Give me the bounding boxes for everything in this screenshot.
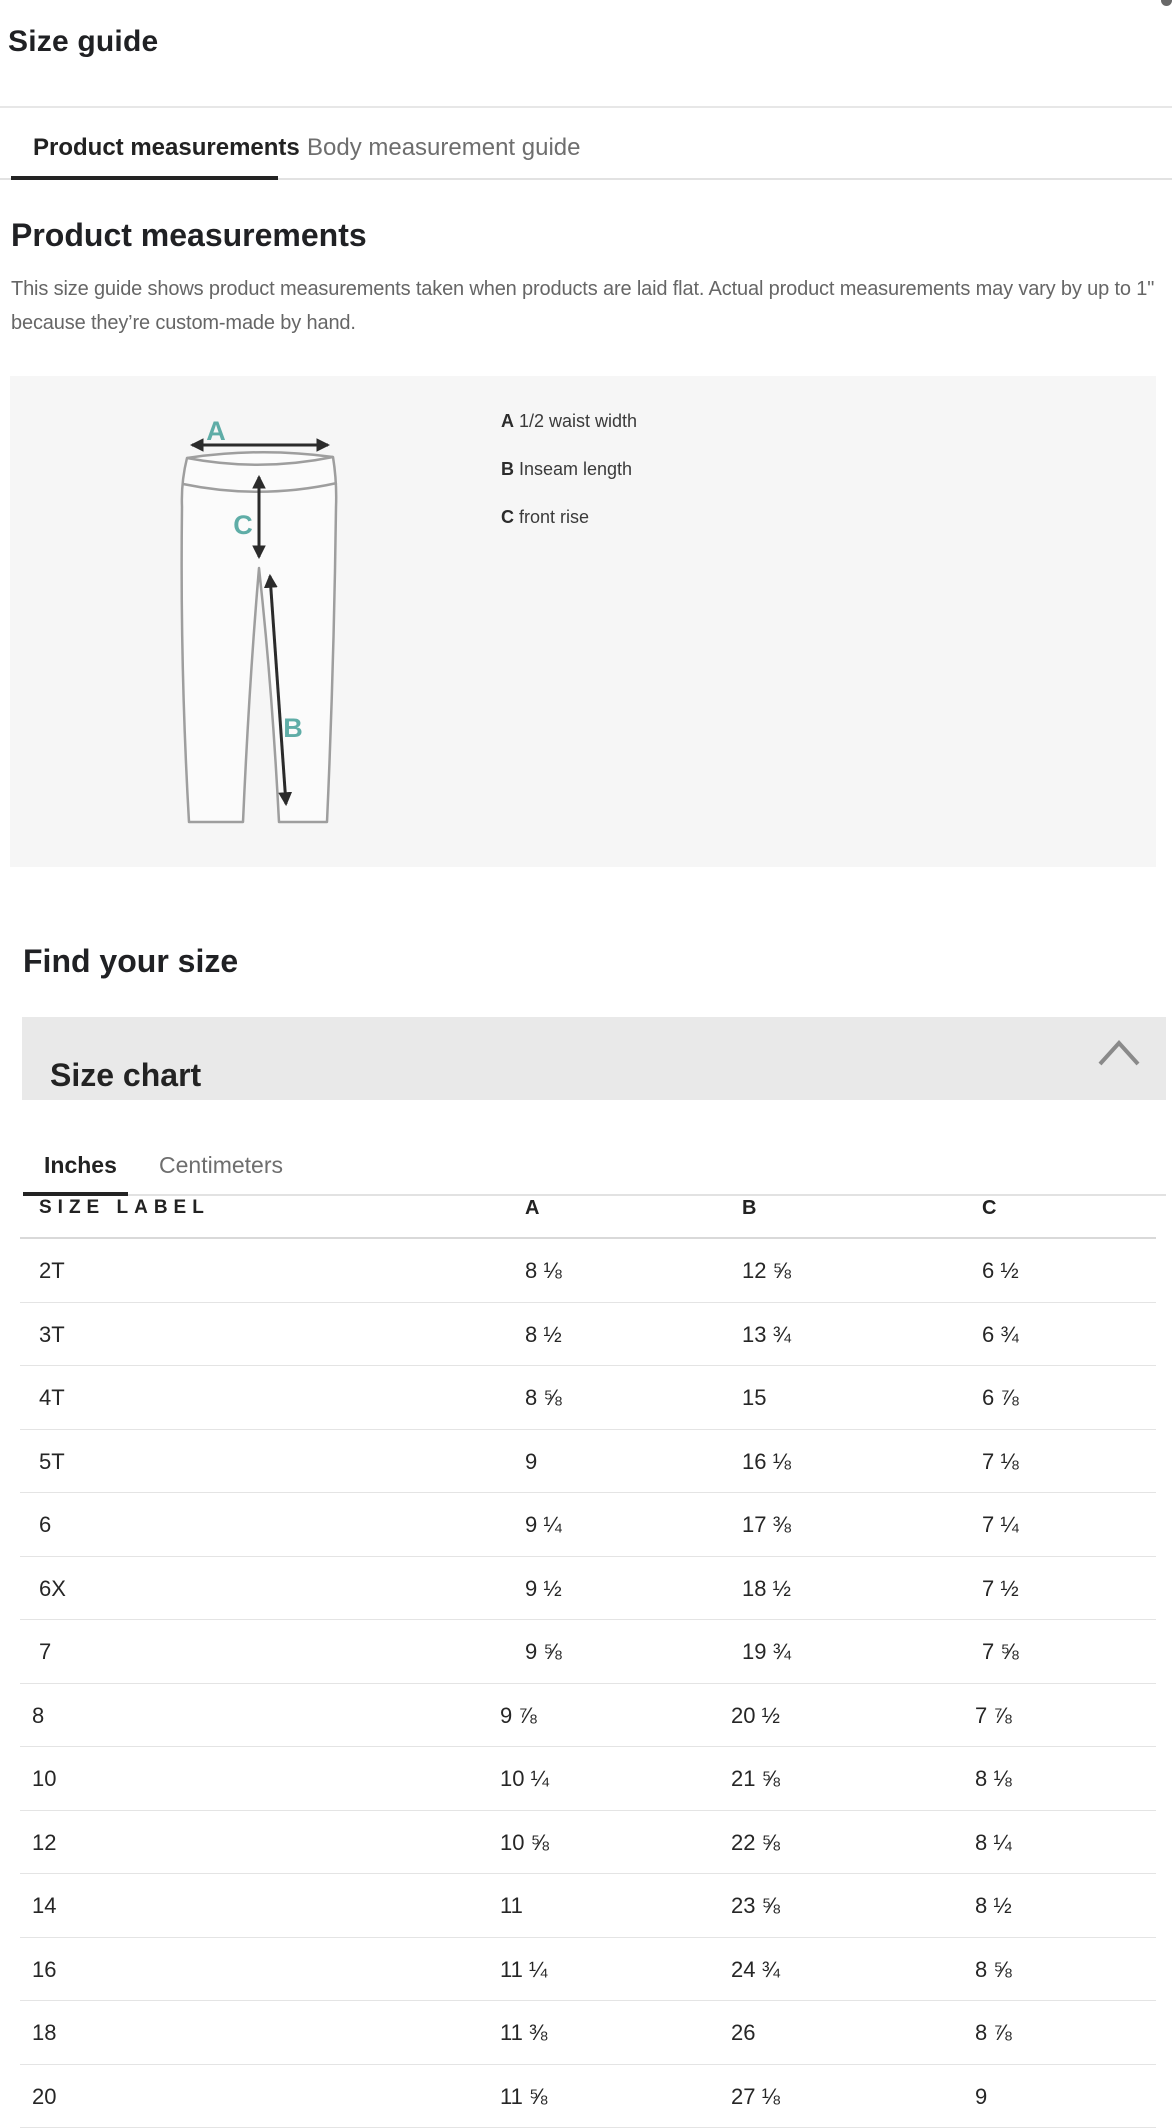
tab-product-measurements[interactable]: Product measurements: [33, 134, 300, 162]
size-chart-accordion[interactable]: [22, 1017, 1166, 1100]
col-header-size-label: SIZE LABEL: [39, 1197, 210, 1219]
legend-item-c: C front rise: [501, 507, 589, 528]
size-cell: 8: [32, 1684, 44, 1748]
table-row: 3T 8 ½ 13 ¾ 6 ¾: [0, 1303, 1172, 1367]
header-divider: [0, 106, 1172, 108]
find-your-size-heading: Find your size: [23, 943, 238, 980]
active-tab-underline: [11, 176, 278, 180]
table-row: 6 9 ¼ 17 ⅜ 7 ¼: [0, 1493, 1172, 1557]
tab-inches[interactable]: Inches: [44, 1152, 117, 1179]
table-row: 14 11 23 ⅝ 8 ½: [0, 1874, 1172, 1938]
table-row: 7 9 ⅝ 19 ¾ 7 ⅝: [0, 1620, 1172, 1684]
marker-a-label: A: [206, 416, 226, 446]
table-row: 6X 9 ½ 18 ½ 7 ½: [0, 1557, 1172, 1621]
size-cell: 4T: [39, 1366, 65, 1430]
measurement-diagram-panel: [10, 376, 1156, 867]
active-unit-underline: [23, 1192, 128, 1196]
legend-item-b: B Inseam length: [501, 459, 632, 480]
table-row: 10 10 ¼ 21 ⅝ 8 ⅛: [0, 1747, 1172, 1811]
table-row: 18 11 ⅜ 26 8 ⅞: [0, 2001, 1172, 2065]
size-cell: 18: [32, 2001, 56, 2065]
section-description: This size guide shows product measurements taken when products are laid flat. Actual product measurements may vary by up to 1" because they’re custom-made by hand.: [11, 272, 1168, 340]
size-cell: 5T: [39, 1430, 65, 1494]
chevron-up-icon[interactable]: [1098, 1040, 1142, 1066]
table-row: 12 10 ⅝ 22 ⅝ 8 ¼: [0, 1811, 1172, 1875]
size-cell: 6: [39, 1493, 51, 1557]
size-cell: 3T: [39, 1303, 65, 1367]
marker-c-label: C: [233, 510, 253, 540]
tab-body-measurement-guide[interactable]: Body measurement guide: [307, 134, 581, 162]
table-row: 20 11 ⅝ 27 ⅛ 9: [0, 2065, 1172, 2128]
page-title: Size guide: [8, 25, 158, 59]
pants-measurement-diagram: [10, 376, 1156, 867]
table-row: 8 9 ⅞ 20 ½ 7 ⅞: [0, 1684, 1172, 1748]
size-cell: 10: [32, 1747, 56, 1811]
size-chart-title: Size chart: [50, 1057, 201, 1094]
size-cell: 14: [32, 1874, 56, 1938]
table-row: 16 11 ¼ 24 ¾ 8 ⅝: [0, 1938, 1172, 2002]
size-cell: 16: [32, 1938, 56, 2002]
size-cell: 20: [32, 2065, 56, 2128]
table-row: 5T 9 16 ⅛ 7 ⅛: [0, 1430, 1172, 1494]
table-row: 4T 8 ⅝ 15 6 ⅞: [0, 1366, 1172, 1430]
col-header-b: B: [742, 1197, 756, 1220]
size-cell: 7: [39, 1620, 51, 1684]
tab-centimeters[interactable]: Centimeters: [159, 1152, 283, 1179]
unit-tabs-divider: [23, 1194, 1166, 1196]
size-cell: 2T: [39, 1239, 65, 1303]
section-heading: Product measurements: [11, 217, 367, 254]
legend-item-a: A 1/2 waist width: [501, 411, 637, 432]
size-table: [0, 1239, 1172, 2128]
scrollbar-fragment[interactable]: [1161, 0, 1172, 6]
table-row: 2T 8 ⅛ 12 ⅝ 6 ½: [0, 1239, 1172, 1303]
col-header-c: C: [982, 1197, 996, 1220]
size-cell: 6X: [39, 1557, 66, 1621]
col-header-a: A: [525, 1197, 539, 1220]
size-cell: 12: [32, 1811, 56, 1875]
marker-b-label: B: [283, 713, 303, 743]
